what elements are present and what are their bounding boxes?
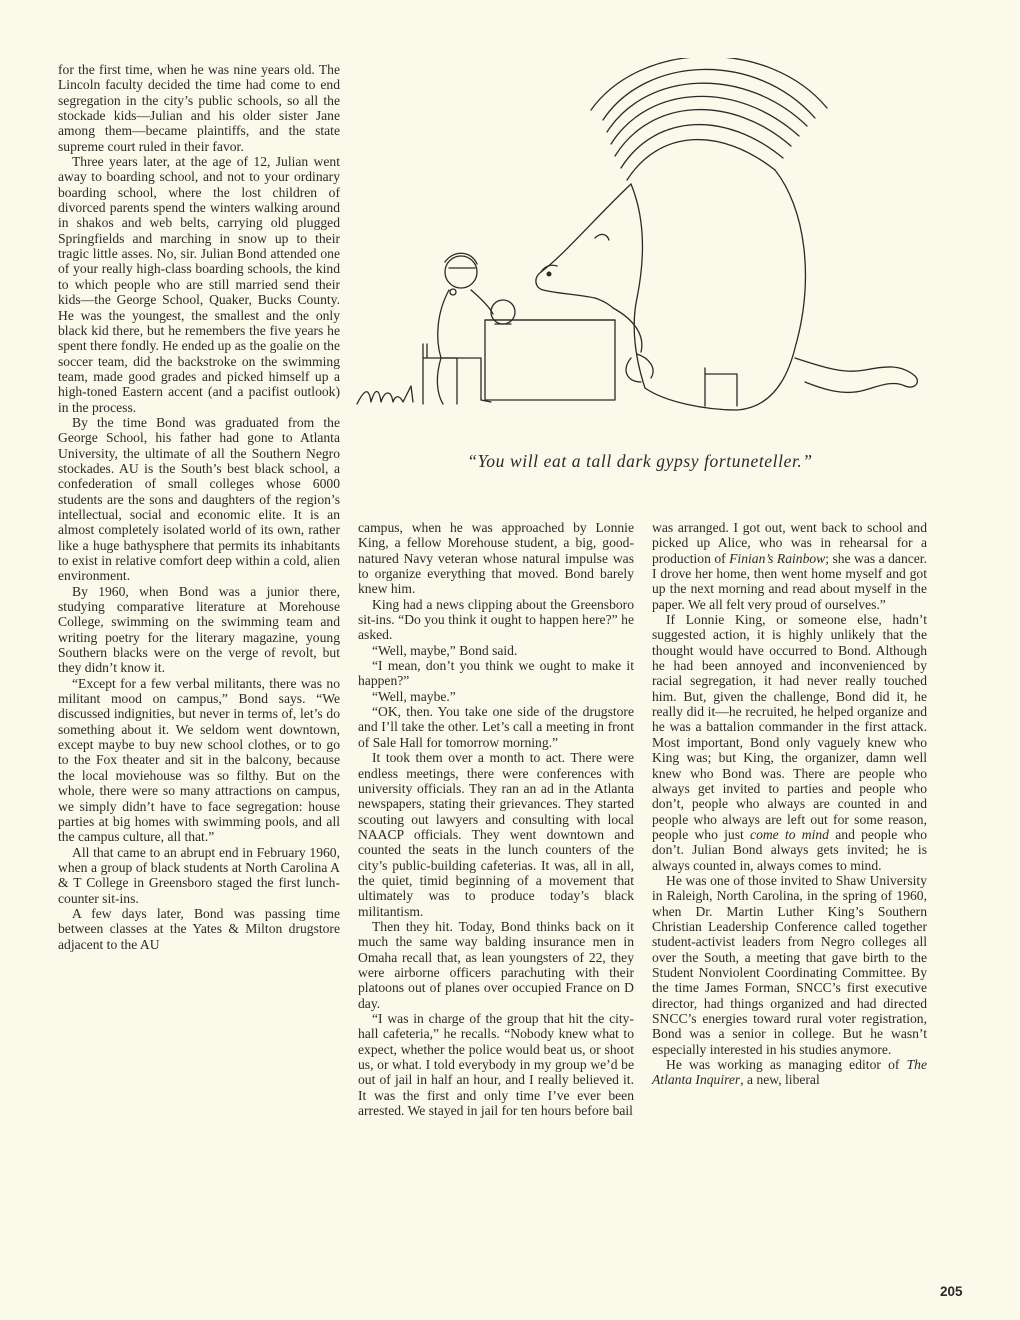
paragraph: King had a news clipping about the Greensboro sit-ins. “Do you think it ought to happen here?” he asked.	[358, 596, 634, 643]
text-column-left	[58, 62, 340, 952]
paragraph: He was working as managing editor of The Atlanta Inquirer, a new, liberal	[652, 1057, 927, 1088]
paragraph: “OK, then. You take one side of the drugstore and I’ll take the other. Let’s call a meeting in front of Sale Hall for tomorrow morning.”	[358, 704, 634, 750]
paragraph: Three years later, at the age of 12, Julian went away to boarding school, and not to your ordinary boarding school, where the lost children of divorced parents spend the winters walking around in shakos and web belts, carrying old plugged Springfields and marching in snow up to their tragic little asses. No, sir. Julian Bond attended one of your really high-class boarding schools, the kind to which people who are still married send their kids—the George School, Quaker, Bucks County. He was the youngest, the smallest and the only black kid there, but he remembers the five years he spent there fondly. He ended up as the goalie on the soccer team, did the backstroke on the swimming team, made good grades and picked himself up a high-toned Eastern accent (and a pacifist outlook) in the process.	[58, 154, 340, 415]
cartoon-illustration	[345, 58, 935, 458]
lion-head	[536, 184, 631, 308]
page-number: 205	[940, 1284, 963, 1299]
paragraph: “I was in charge of the group that hit the city-hall cafeteria,” he recalls. “Nobody knew what to expect, whether the police would beat us, or shoot us, or what. I told everybody in my group we’d be out of jail in half an hour, and I really believed it. It was the first and only time I’ve ever been arrested. We stayed in jail for ten hours before bail	[358, 1011, 634, 1119]
paragraph: for the first time, when he was nine years old. The Lincoln faculty decided the time had come to end segregation in the city’s public schools, so all the stockade kids—Julian and his older sister Jane among them—became plaintiffs, and the state supreme court ruled in their favor.	[58, 62, 340, 154]
text-column-right	[652, 520, 927, 1088]
paragraph: Then they hit. Today, Bond thinks back on it much the same way balding insurance men in Omaha recall that, as lean youngsters of 22, they were airborne officers parachuting with their platoons out of planes over occupied France on D day.	[358, 918, 634, 1011]
lion-tail	[795, 358, 917, 392]
paragraph: By the time Bond was graduated from the George School, his father had gone to Atlanta University, the ultimate of all the Southern Negro stockades. AU is the South’s best black school, a confederation of small colleges whose 6000 students are the sons and daughters of the region’s intellectual, social and economic elite. It is an almost completely isolated world of its own, rather like a huge bathysphere that permits its inhabitants to exist in relative comfort deep within a cold, alien environment.	[58, 414, 340, 584]
paragraph: A few days later, Bond was passing time between classes at the Yates & Milton drugstore adjacent to the AU	[58, 905, 340, 952]
paragraph: If Lonnie King, or someone else, hadn’t suggested action, it is highly unlikely that the thought would have occurred to Bond. Although he had been annoyed and inconvenienced by racial segregation, it had never really touched him. But, given the challenge, Bond did it, he really did it—he recruited, he helped organize and he was a battalion commander in the first attack. Most important, Bond only vaguely knew who King was; but King, the organizer, damn well knew who Bond was. There are people who always get invited to parties and people who don’t, people who always are counted in and people who always are left out for some reason, people who just come to mind and people who don’t. Julian Bond always gets invited; he is always counted in, always comes to mind.	[652, 612, 928, 873]
paragraph: “Well, maybe,” Bond said.	[372, 642, 518, 658]
fortune-table	[485, 320, 615, 400]
chair-right	[705, 368, 737, 406]
text-column-middle	[358, 520, 634, 1118]
cartoon-caption: “You will eat a tall dark gypsy fortuneteller.”	[467, 451, 813, 471]
paragraph: “Except for a few verbal militants, there was no militant mood on campus,” Bond says. “We discussed indignities, but never in terms of, let’s do something about it. We seldom went downtown, except maybe to buy new school clothes, or to go to the Fox theater and sit in the balcony, because the local moviehouse was so filthy. But on the whole, there were so many attractions on campus, we simply didn’t have to face segregation: house parties at big homes with swimming pools, and all the campus culture, all that.”	[58, 675, 340, 845]
paragraph: campus, when he was approached by Lonnie King, a fellow Morehouse student, a big, good-natured Navy veteran whose natural impulse was to organize everything that moved. Bond barely knew him.	[358, 520, 634, 597]
paragraph: “Well, maybe.”	[372, 688, 456, 704]
paragraph: “I mean, don’t you think we ought to make it happen?”	[358, 658, 634, 689]
lion-mane	[591, 58, 827, 180]
paragraph: He was one of those invited to Shaw University in Raleigh, North Carolina, in the spring of 1960, when Dr. Martin Luther King’s Southern Christian Leadership Conference called together student-activist leaders from Negro colleges all over the South, a meeting that gave birth to the Student Nonviolent Coordinating Committee. By the time James Forman, SNCC’s first executive director, had things organized and had directed SNCC’s energies toward rural voter registration, Bond was a senior in college. But he wasn’t especially interested in his studies anymore.	[652, 872, 927, 1057]
paragraph: It took them over a month to act. There were endless meetings, there were conferences with university officials. They ran an ad in the Atlanta newspapers, stating their grievances. They started scouting out lawyers and consulting with local NAACP officials. They went downtown and counted the seats in the lunch counters of the city’s public-building cafeterias. It was, all in all, the quiet, timid beginning of a movement that ultimately was to produce today’s black militantism.	[358, 750, 634, 919]
paragraph: was arranged. I got out, went back to school and picked up Alice, who was in rehearsal for a production of Finian’s Rainbow; she was a dancer. I drove her home, then went home myself and got up the next morning and read about myself in the paper. We all felt very proud of ourselves.”	[652, 520, 927, 612]
paragraph: All that came to an abrupt end in February 1960, when a group of black students at North Carolina A & T College in Greensboro staged the first lunch-counter sit-ins.	[58, 844, 340, 906]
signature-mal	[357, 386, 413, 404]
lion-body	[631, 184, 645, 388]
paragraph: By 1960, when Bond was a junior there, studying comparative literature at Morehouse College, swimming on the swimming team and writing poetry for the literary magazine, young Southern blacks were on the verge of revolt, but they didn’t know it.	[58, 583, 340, 676]
